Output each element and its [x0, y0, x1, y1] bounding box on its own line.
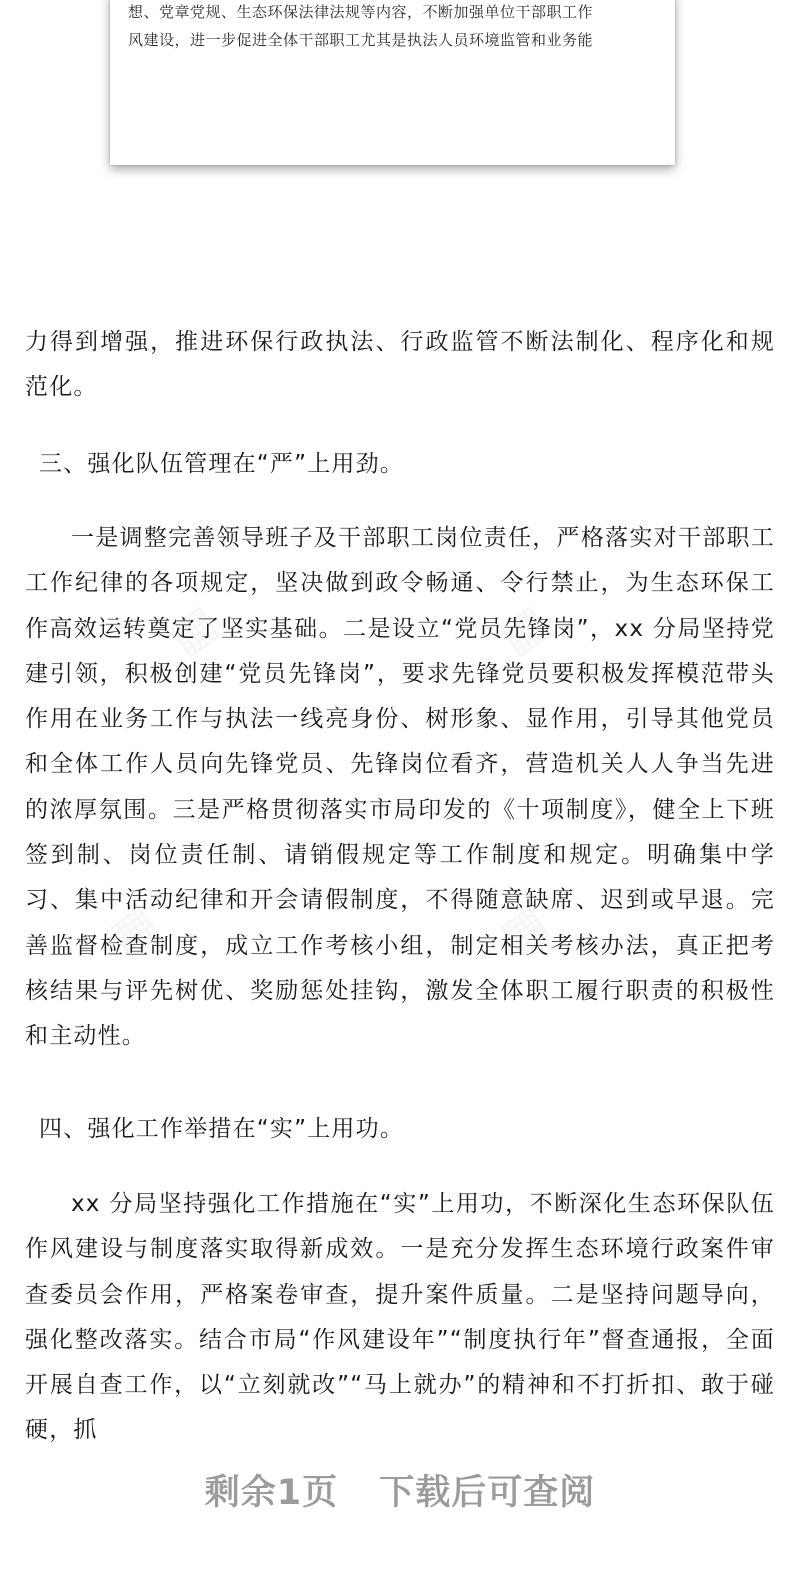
section-heading-3: 三、强化队伍管理在“严”上用劲。: [39, 451, 405, 477]
preview-card: [110, 0, 675, 165]
paragraph-section-4: xx 分局坚持强化工作措施在“实”上用功，不断深化生态环保队伍作风建设与制度落实取得新成效。一是充分发挥生态环境行政案件审查委员会作用，严格案卷审查，提升案件质量。二是坚持问题导向，强化整改落实。结合市局“作风建设年”“制度执行年”督查通报，全面开展自查工作，以“立刻就改”“马上就办”的精神和不打折扣、敢于碰硬，抓: [25, 1191, 775, 1444]
remaining-pages-label: 剩余1页: [204, 1473, 339, 1513]
download-to-read-label: 下载后可查阅: [379, 1473, 596, 1513]
paragraph-continuation: 力得到增强，推进环保行政执法、行政监管不断法制化、程序化和规范化。: [25, 329, 775, 401]
download-banner[interactable]: [0, 1465, 800, 1515]
paragraph-section-3: 一是调整完善领导班子及干部职工岗位责任，严格落实对干部职工工作纪律的各项规定，坚决做到政令畅通、令行禁止，为生态环保工作高效运转奠定了坚实基础。二是设立“党员先锋岗”，xx 分局坚持党建引领，积极创建“党员先锋岗”，要求先锋党员要积极发挥模范带头作用在业务工作与执法一线亮身份、树形象、显作用，引导其他党员和全体工作人员向先锋党员、先锋岗位看齐，营造机关人人争当先进的浓厚氛围。三是严格贯彻落实市局印发的《十项制度》，健全上下班签到制、岗位责任制、请销假规定等工作制度和规定。明确集中学习、集中活动纪律和开会请假制度，不得随意缺席、迟到或早退。完善监督检查制度，成立工作考核小组，制定相关考核办法，真正把考核结果与评先树优、奖励惩处挂钩，激发全体职工履行职责的积极性和主动性。: [25, 525, 775, 1050]
section-heading-4: 四、强化工作举措在“实”上用功。: [39, 1116, 405, 1142]
preview-line-2: 风建设，进一步促进全体干部职工尤其是执法人员环境监管和业务能: [128, 31, 594, 49]
article-body: [25, 320, 775, 1444]
preview-line-1: 想、党章党规、生态环保法律法规等内容，不断加强单位干部职工作: [128, 3, 594, 21]
preview-text: [128, 0, 653, 54]
